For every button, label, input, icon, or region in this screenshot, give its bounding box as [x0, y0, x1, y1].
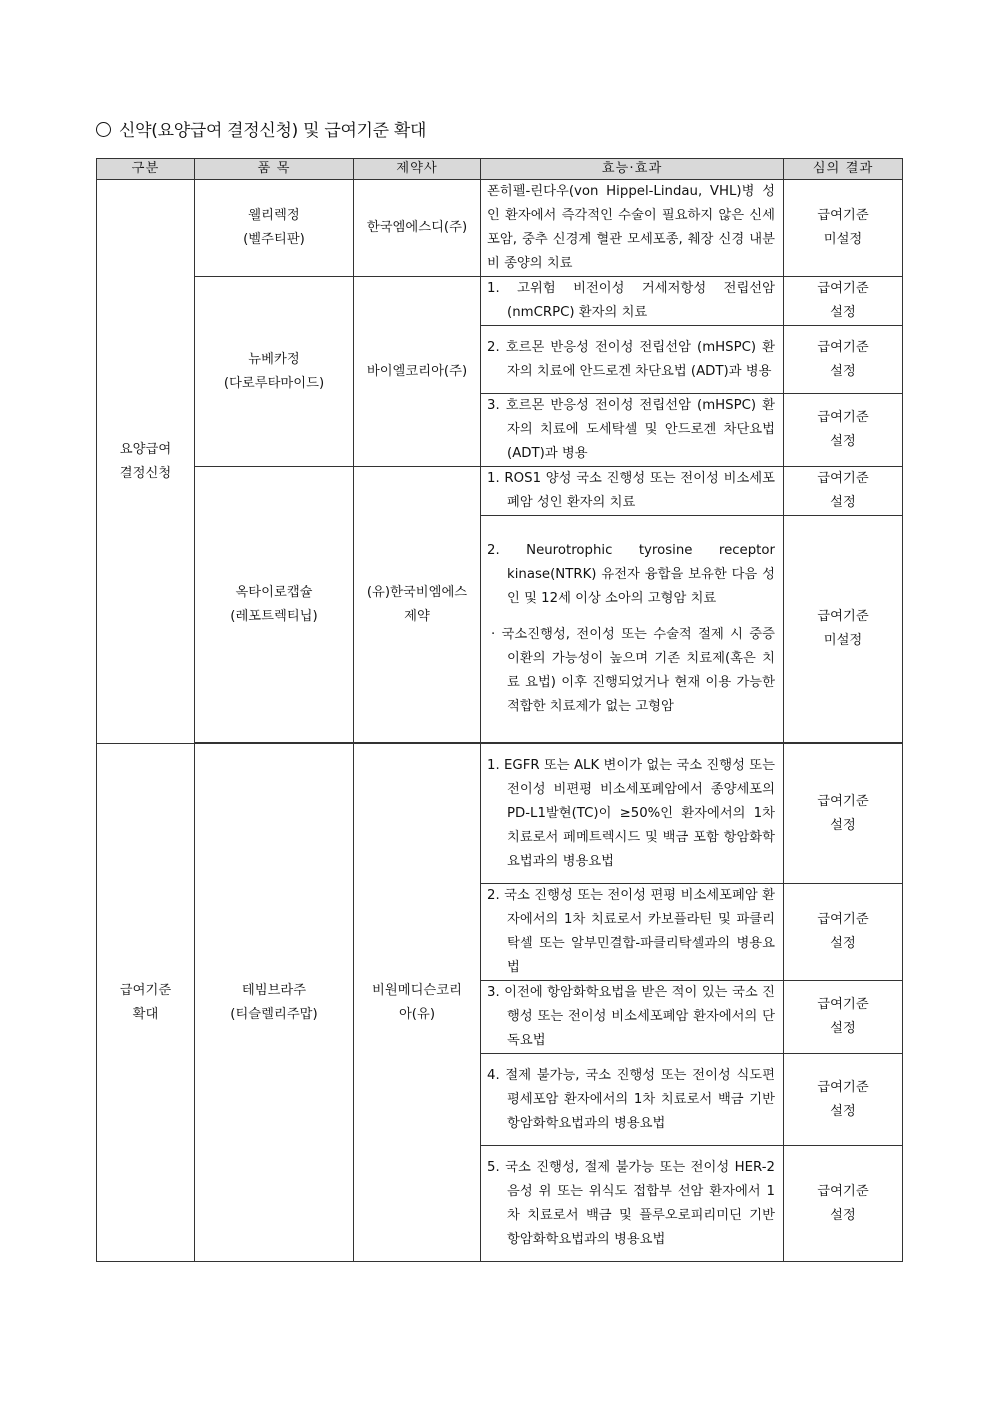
indication-cell — [481, 981, 784, 1054]
product-name-cell: 테빔브라주 (티슬렐리주맙) — [195, 744, 354, 1262]
result-cell: 급여기준 미설정 — [784, 180, 903, 277]
indication-subnote: · 국소진행성, 전이성 또는 수술적 절제 시 중증 이환의 가능성이 높으며 기존 치료제(혹은 치료 요법) 이후 진행되었거나 현재 이용 가능한 적합한 치료제가 없는 고형암 — [491, 627, 775, 714]
indication-text: 1. EGFR 또는 ALK 변이가 없는 국소 진행성 또는 전이성 비편평 비소세포폐암에서 종양세포의 PD-L1발현(TC)이 ≥50%인 환자에서의 1차 치료로서 페메트렉시드 및 백금 포함 항암화학요법과의 병용요법 — [487, 757, 775, 869]
table-header-row — [97, 159, 903, 180]
indication-cell — [481, 1146, 784, 1262]
indication-cell — [481, 326, 784, 394]
indication-text: 2. 호르몬 반응성 전이성 전립선암 (mHSPC) 환자의 치료에 안드로겐 차단요법 (ADT)과 병용 — [487, 339, 775, 379]
result-cell: 급여기준 설정 — [784, 884, 903, 981]
indication-cell — [481, 884, 784, 981]
indication-text: 2. 국소 진행성 또는 전이성 편평 비소세포폐암 환자에서의 1차 치료로서 카보플라틴 및 파클리탁셀 또는 알부민결합-파클리탁셀과의 병용요법 — [487, 888, 775, 975]
indication-cell — [481, 744, 784, 884]
review-table — [96, 158, 903, 1262]
header-category: 구분 — [97, 159, 195, 180]
result-cell: 급여기준 설정 — [784, 1054, 903, 1146]
product-name-cell: 옥타이로캡슐 (레포트렉티닙) — [195, 467, 354, 743]
indication-cell — [481, 1054, 784, 1146]
indication-cell — [481, 516, 784, 743]
indication-text: 3. 이전에 항암화학요법을 받은 적이 있는 국소 진행성 또는 전이성 비소세포폐암 환자에서의 단독요법 — [487, 985, 775, 1048]
table-row — [97, 180, 903, 277]
result-cell: 급여기준 설정 — [784, 277, 903, 326]
indication-text: 5. 국소 진행성, 절제 불가능 또는 전이성 HER-2 음성 위 또는 위식도 접합부 선암 환자에서 1차 치료로서 백금 및 플루오로피리미딘 기반 항암화학요법과의 병용요법 — [487, 1159, 775, 1247]
category-cell: 급여기준 확대 — [97, 744, 195, 1262]
indication-text: 4. 절제 불가능, 국소 진행성 또는 전이성 식도편평세포암 환자에서의 1차 치료로서 백금 기반 항암화학요법과의 병용요법 — [487, 1067, 775, 1131]
company-cell: 한국엠에스디(주) — [354, 180, 481, 277]
circle-bullet-icon — [96, 122, 111, 137]
result-cell: 급여기준 설정 — [784, 326, 903, 394]
page-title — [96, 116, 426, 141]
indication-cell — [481, 180, 784, 277]
category-cell: 요양급여 결정신청 — [97, 180, 195, 744]
indication-text: 3. 호르몬 반응성 전이성 전립선암 (mHSPC) 환자의 치료에 도세탁셀 및 안드로겐 차단요법(ADT)과 병용 — [487, 398, 775, 461]
result-cell: 급여기준 미설정 — [784, 516, 903, 743]
indication-text: 2. Neurotrophic tyrosine receptor kinase(NTRK) 유전자 융합을 보유한 다음 성인 및 12세 이상 소아의 고형암 치료 — [487, 543, 775, 606]
company-cell: (유)한국비엠에스 제약 — [354, 467, 481, 743]
result-cell: 급여기준 설정 — [784, 394, 903, 467]
header-product: 품 목 — [195, 159, 354, 180]
header-indication: 효능·효과 — [481, 159, 784, 180]
table-row — [97, 277, 903, 326]
result-cell: 급여기준 설정 — [784, 467, 903, 516]
table-row — [97, 744, 903, 884]
product-name-cell: 뉴베카정 (다로루타마이드) — [195, 277, 354, 467]
indication-text: 1. 고위험 비전이성 거세저항성 전립선암 (nmCRPC) 환자의 치료 — [487, 281, 775, 320]
indication-cell — [481, 467, 784, 516]
result-cell: 급여기준 설정 — [784, 1146, 903, 1262]
header-result: 심의 결과 — [784, 159, 903, 180]
company-cell: 바이엘코리아(주) — [354, 277, 481, 467]
product-name-cell: 웰리렉정 (벨주티판) — [195, 180, 354, 277]
header-company: 제약사 — [354, 159, 481, 180]
indication-cell — [481, 394, 784, 467]
page-title-text: 신약(요양급여 결정신청) 및 급여기준 확대 — [119, 121, 427, 141]
company-cell: 비원메디슨코리 아(유) — [354, 744, 481, 1262]
indication-text: 1. ROS1 양성 국소 진행성 또는 전이성 비소세포폐암 성인 환자의 치료 — [487, 471, 775, 510]
indication-text: 폰히펠-린다우(von Hippel-Lindau, VHL)병 성인 환자에서 즉각적인 수술이 필요하지 않은 신세포암, 중추 신경계 혈관 모세포종, 췌장 신경 내분비 종양의 치료 — [487, 184, 775, 271]
indication-cell — [481, 277, 784, 326]
result-cell: 급여기준 설정 — [784, 981, 903, 1054]
table-row — [97, 467, 903, 516]
result-cell: 급여기준 설정 — [784, 744, 903, 884]
